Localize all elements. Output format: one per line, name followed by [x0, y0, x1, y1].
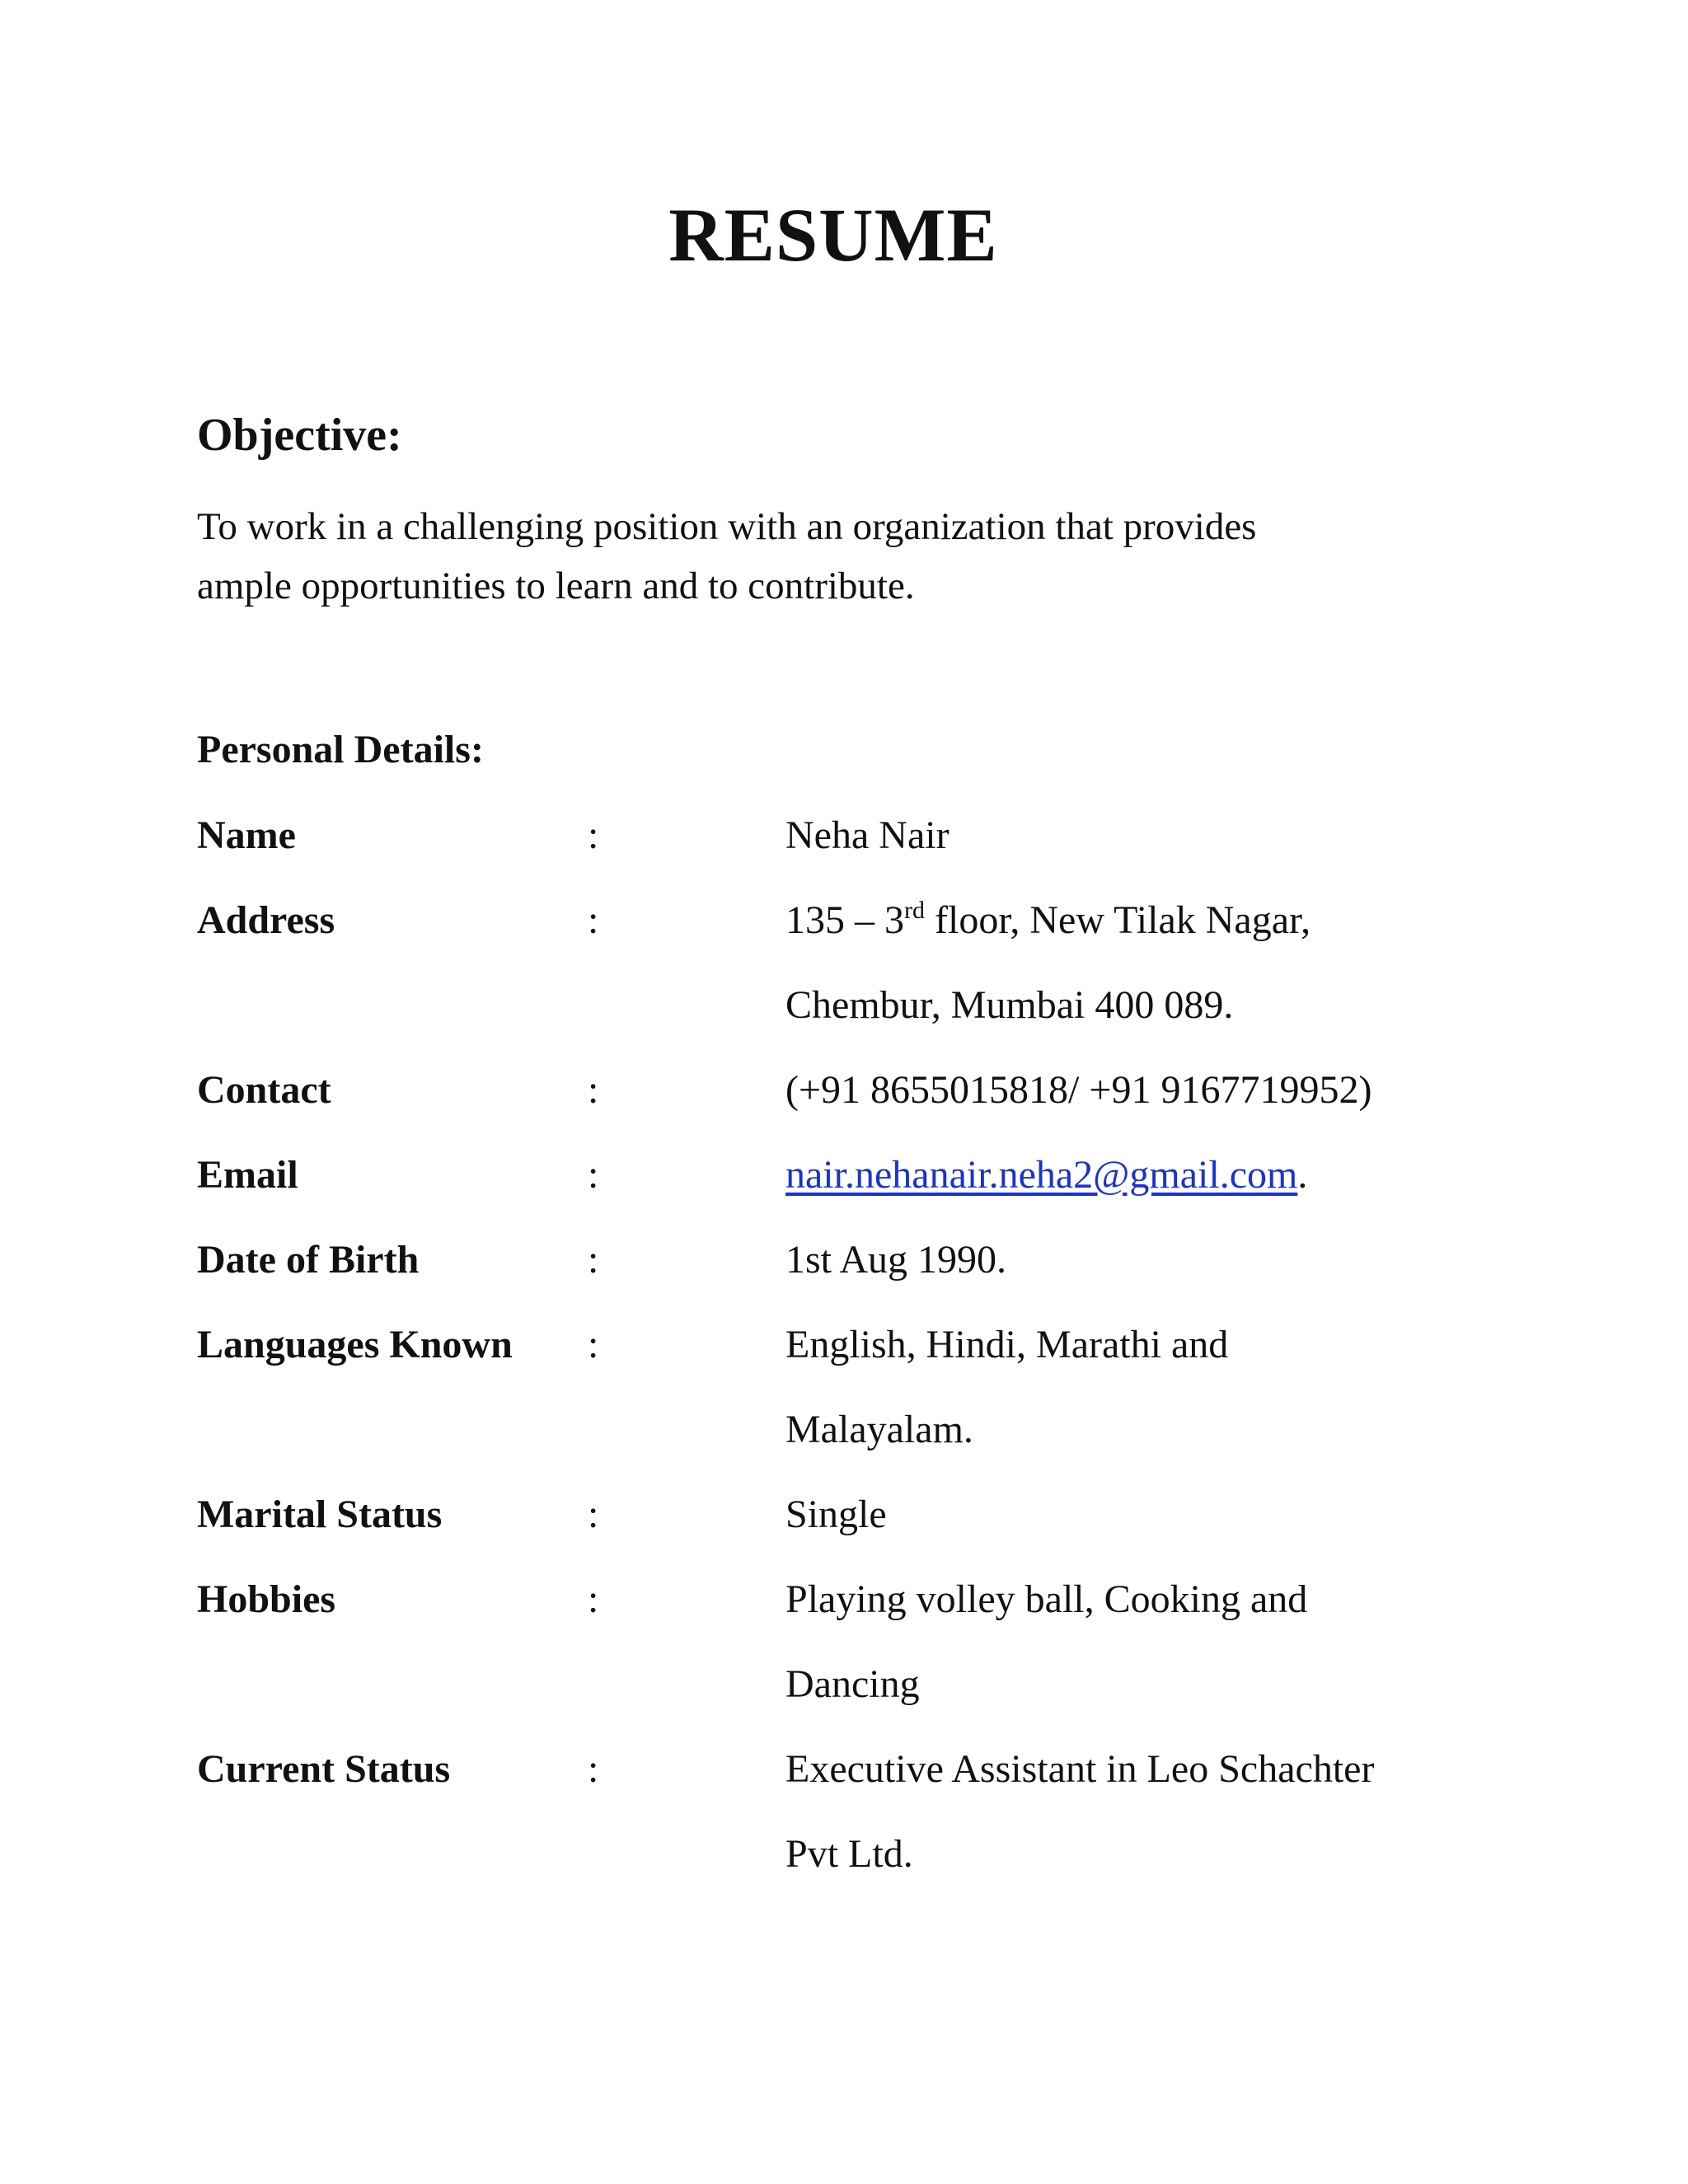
address-line-1-superscript: rd [904, 897, 925, 924]
objective-heading: Objective: [197, 410, 402, 461]
objective-line-1: To work in a challenging position with an organization that provides [197, 505, 1257, 548]
address-label: Address [197, 898, 335, 942]
languages-line-2: Malayalam. [785, 1408, 973, 1451]
name-value: Neha Nair [785, 813, 950, 857]
contact-label: Contact [197, 1068, 331, 1112]
personal-details-heading: Personal Details: [197, 728, 484, 771]
contact-value: (+91 8655015818/ +91 9167719952) [785, 1068, 1372, 1112]
hobbies-line-2: Dancing [785, 1662, 920, 1706]
hobbies-line-1: Playing volley ball, Cooking and [785, 1577, 1308, 1621]
email-suffix: . [1297, 1153, 1308, 1197]
email-link[interactable]: nair.nehanair.neha2@gmail.com [785, 1153, 1298, 1197]
hobbies-separator: : [588, 1577, 599, 1621]
languages-label: Languages Known [197, 1323, 513, 1366]
address-line-1-prefix: 135 – 3 [785, 898, 904, 942]
hobbies-label: Hobbies [197, 1577, 336, 1621]
email-separator: : [588, 1153, 599, 1197]
languages-line-1: English, Hindi, Marathi and [785, 1323, 1229, 1366]
email-value [785, 1154, 1307, 1197]
current-status-line-2: Pvt Ltd. [785, 1832, 913, 1876]
marital-value: Single [785, 1493, 887, 1536]
address-line-1-suffix: floor, New Tilak Nagar, [925, 898, 1311, 942]
address-separator: : [588, 898, 599, 942]
name-separator: : [588, 813, 599, 857]
marital-separator: : [588, 1493, 599, 1536]
current-status-separator: : [588, 1747, 599, 1791]
dob-separator: : [588, 1238, 599, 1282]
name-label: Name [197, 813, 296, 857]
dob-value: 1st Aug 1990. [785, 1238, 1007, 1282]
address-line-2: Chembur, Mumbai 400 089. [785, 983, 1234, 1027]
dob-label: Date of Birth [197, 1238, 420, 1282]
address-line-1 [785, 899, 1311, 943]
current-status-line-1: Executive Assistant in Leo Schachter [785, 1747, 1375, 1791]
objective-line-2: ample opportunities to learn and to contribute. [197, 565, 915, 607]
email-label: Email [197, 1153, 298, 1197]
objective-text [197, 497, 1450, 616]
marital-label: Marital Status [197, 1493, 443, 1536]
resume-title: RESUME [668, 193, 998, 277]
languages-separator: : [588, 1323, 599, 1366]
contact-separator: : [588, 1068, 599, 1112]
current-status-label: Current Status [197, 1747, 451, 1791]
